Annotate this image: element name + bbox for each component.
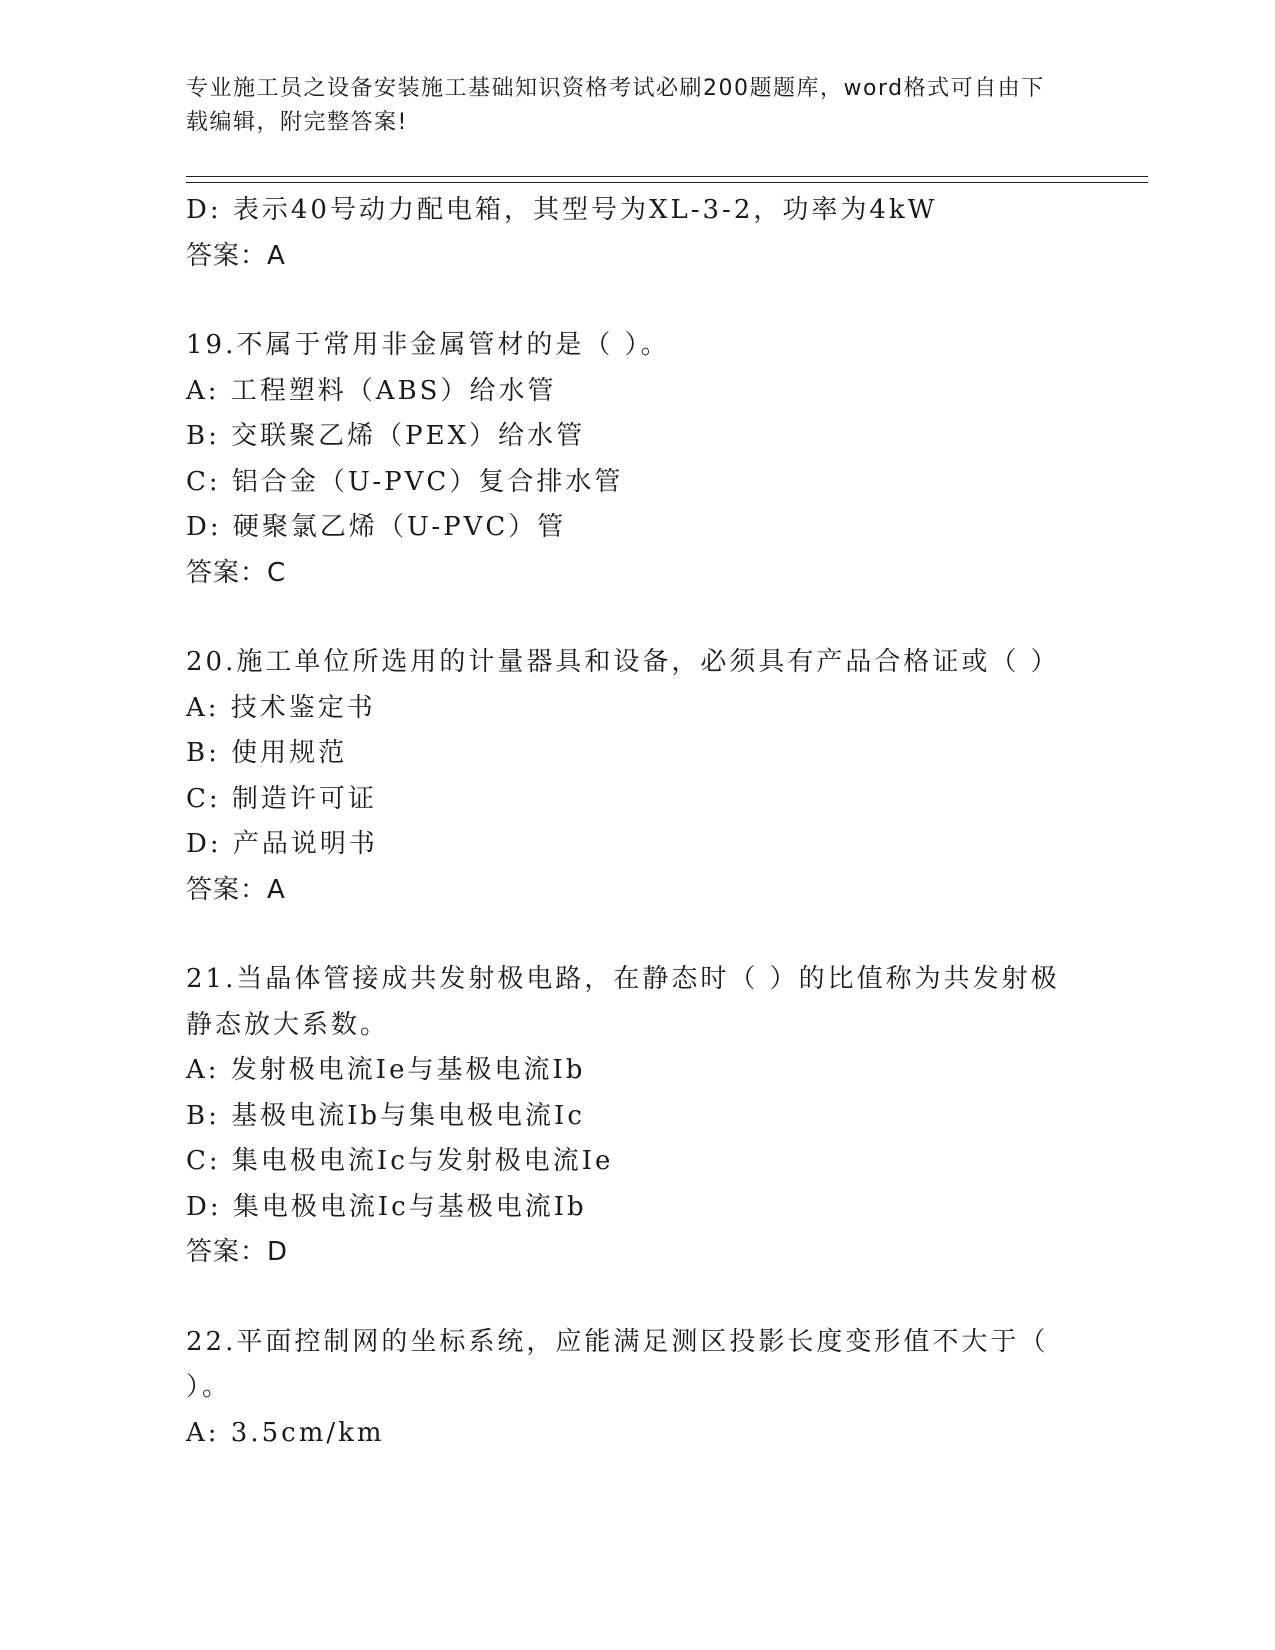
option-b: B: 基极电流Ib与集电极电流Ic [186,1100,585,1131]
option-d: D: 产品说明书 [186,829,378,859]
option-a: A: 3.5cm/km [186,1417,385,1448]
question-text: 20.施工单位所选用的计量器具和设备，必须具有产品合格证或（ ） [186,647,1060,677]
page-header: 专业施工员之设备安装施工基础知识资格考试必刷200题题库，word格式可自由下载编辑，附完整答案! [186,76,1045,135]
question-text-line-1: 22.平面控制网的坐标系统，应能满足测区投影长度变形值不大于（ [186,1326,1049,1357]
option-a: A: 技术鉴定书 [186,692,376,723]
question-text-line-2: ）。 [186,1372,232,1402]
option-d: D: 硬聚氯乙烯（U-PVC）管 [186,512,567,542]
question-21 [186,957,1086,1276]
option-c: C: 集电极电流Ic与发射极电流Ie [186,1146,614,1176]
question-text-line-2: 静态放大系数。 [186,1009,390,1040]
option-c: C: 铝合金（U-PVC）复合排水管 [186,466,624,497]
option-a: A: 工程塑料（ABS）给水管 [186,375,557,406]
option-d: D: 集电极电流Ic与基极电流Ib [186,1191,587,1222]
question-19 [186,323,1086,596]
question-text-line-1: 21.当晶体管接成共发射极电路，在静态时（ ）的比值称为共发射极 [186,964,1060,994]
answer: 答案：A [186,874,286,905]
spacer [186,596,1086,640]
question-20 [186,640,1086,913]
q18-option-d: D: 表示40号动力配电箱，其型号为XL-3-2，功率为4kW [186,195,938,225]
question-text: 19.不属于常用非金属管材的是（ ）。 [186,330,670,360]
answer: 答案：D [186,1237,289,1267]
option-b: B: 使用规范 [186,738,348,768]
document-body [186,188,1086,1456]
answer: 答案：C [186,557,287,588]
option-a: A: 发射极电流Ie与基极电流Ib [186,1055,586,1085]
option-c: C: 制造许可证 [186,783,377,814]
q18-answer: 答案：A [186,240,286,271]
spacer [186,1276,1086,1320]
spacer [186,913,1086,957]
header-rule-bottom [186,182,1148,183]
spacer [186,279,1086,323]
option-b: B: 交联聚乙烯（PEX）给水管 [186,421,586,451]
question-22 [186,1320,1086,1457]
header-rule-top [186,176,1148,177]
